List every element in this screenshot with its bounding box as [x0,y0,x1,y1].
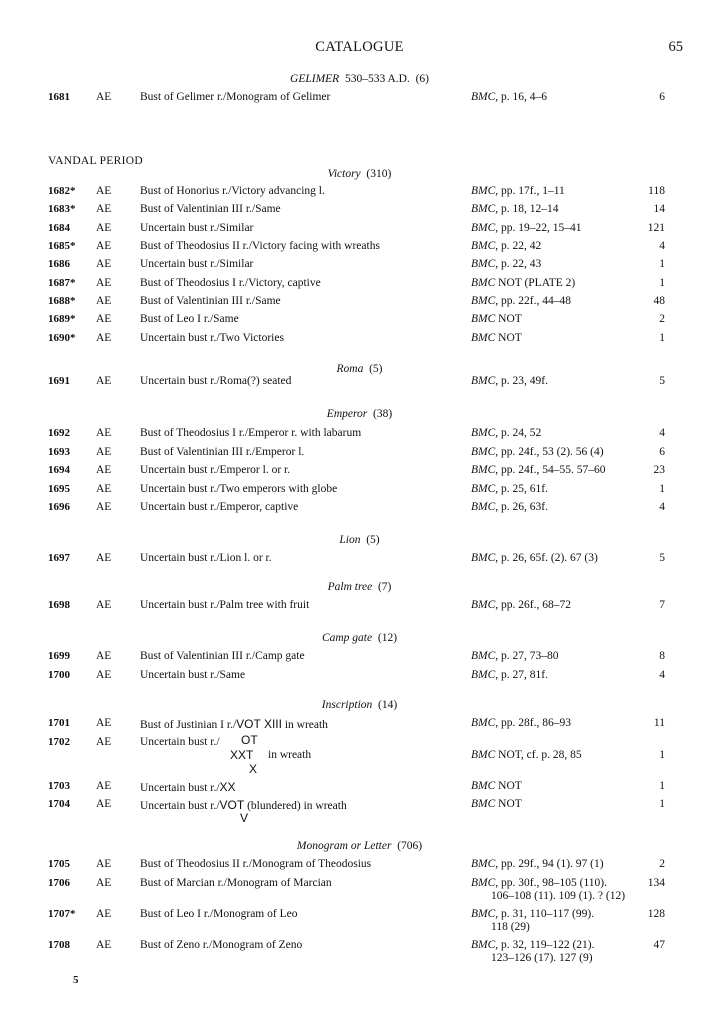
count: 48 [653,295,665,307]
description: Uncertain bust r./Palm tree with fruit [140,599,310,611]
reference-abbr: BMC [471,877,496,889]
reference-detail: , p. 27, 81f. [495,669,548,681]
metal: AE [96,258,112,270]
catalogue-number: 1690* [48,332,76,344]
reference [471,552,598,564]
reference-detail: , p. 23, 49f. [495,375,548,387]
catalogue-number: 1697 [48,552,70,564]
count: 2 [659,313,665,325]
description: Uncertain bust r./Roma(?) seated [140,375,292,387]
section-title: Monogram or Letter [296,840,392,852]
catalogue-number: 1700 [48,669,70,681]
reference-detail: , pp. 26f., 68–72 [495,599,571,611]
reference [471,858,604,870]
reference-abbr: BMC [471,427,496,439]
catalogue-number: 1701 [48,717,70,729]
reference [471,908,594,920]
catalogue-number: 1694 [48,464,70,476]
catalogue-number: 1684 [48,222,70,234]
reference [471,258,541,270]
description-suffix: in wreath [281,719,328,731]
reference-detail: , p. 18, 12–14 [495,203,559,215]
section-title: Inscription [321,699,373,711]
reference-detail: , p. 32, 119–122 (21). [495,939,595,951]
reference-abbr: BMC [471,258,496,270]
reference-abbr: BMC [471,552,496,564]
reference [471,185,565,197]
description: Bust of Leo I r./Same [140,313,239,325]
period-heading: VANDAL PERIOD [48,155,143,167]
count: 4 [659,669,665,681]
signature-mark: 5 [73,974,79,986]
description: Uncertain bust r./Lion l. or r. [140,552,272,564]
metal: AE [96,908,112,920]
ruler-dates: 530–533 A.D. [344,73,410,85]
reference [471,749,582,761]
count: 1 [659,780,665,792]
section-total: (5) [366,534,380,546]
section-heading-monogram [0,840,719,852]
reference-detail: , p. 16, 4–6 [495,91,548,103]
count: 4 [659,501,665,513]
count: 6 [659,446,665,458]
reference [471,91,547,103]
reference [471,780,522,792]
reference [471,375,548,387]
reference-detail: , p. 22, 43 [495,258,542,270]
description: Uncertain bust r./ [140,736,220,748]
reference-abbr: BMC [471,185,496,197]
reference [471,277,575,289]
description: Uncertain bust r./Similar [140,258,254,270]
count: 4 [659,427,665,439]
catalogue-number: 1696 [48,501,70,513]
metal: AE [96,222,112,234]
reference [471,877,607,889]
description-suffix: in wreath [268,749,312,761]
section-heading-palm [0,581,719,593]
section-heading-victory [0,168,719,180]
metal: AE [96,185,112,197]
section-title: Palm tree [327,581,373,593]
count: 5 [659,552,665,564]
reference [471,313,522,325]
reference-detail: , p. 26, 63f. [495,501,548,513]
metal: AE [96,877,112,889]
count: 47 [653,939,665,951]
ruler-name: GELIMER [290,73,340,85]
count: 134 [647,877,665,889]
catalogue-number: 1704 [48,798,70,810]
section-heading-emperor [0,408,719,420]
page-title: CATALOGUE [315,39,404,55]
section-total: (5) [369,363,383,375]
section-heading-inscription [0,699,719,711]
description: Uncertain bust r./Emperor, captive [140,501,299,513]
reference-abbr: BMC [471,749,496,761]
reference-abbr: BMC [471,798,496,810]
catalogue-number: 1685* [48,240,76,252]
reference-abbr: BMC [471,717,496,729]
metal: AE [96,650,112,662]
reference [471,650,559,662]
reference-abbr: BMC [471,240,496,252]
metal: AE [96,669,112,681]
reference-abbr: BMC [471,91,496,103]
catalogue-number: 1706 [48,877,70,889]
metal: AE [96,483,112,495]
reference-abbr: BMC [471,780,496,792]
reference [471,222,582,234]
count: 5 [659,375,665,387]
count: 7 [659,599,665,611]
section-total: (7) [377,581,392,593]
description: Bust of Honorius r./Victory advancing l. [140,185,325,197]
reference-detail: NOT (PLATE 2) [495,277,576,289]
metal: AE [96,717,112,729]
metal: AE [96,277,112,289]
reference-detail: , pp. 24f., 54–55. 57–60 [495,464,606,476]
reference-detail: NOT [495,313,522,325]
section-total: (38) [373,408,393,420]
description: Uncertain bust r./Same [140,669,246,681]
reference-detail: , pp. 28f., 86–93 [495,717,571,729]
description-suffix: (blundered) in wreath [244,800,347,812]
catalogue-number: 1682* [48,185,76,197]
reference [471,446,604,458]
description: Bust of Valentinian III r./Emperor l. [140,446,305,458]
reference-abbr: BMC [471,908,496,920]
reference-continued: 118 (29) [491,921,530,933]
description: Uncertain bust r./Similar [140,222,254,234]
section-total: (12) [377,632,398,644]
reference-abbr: BMC [471,669,496,681]
catalogue-number: 1703 [48,780,70,792]
count: 8 [659,650,665,662]
reference-abbr: BMC [471,501,496,513]
coin-legend-line-1: OT [241,733,258,747]
reference-abbr: BMC [471,599,496,611]
catalogue-number: 1702 [48,736,70,748]
metal: AE [96,501,112,513]
reference-detail: NOT [495,798,522,810]
metal: AE [96,427,112,439]
description: Bust of Theodosius II r./Victory facing with wreaths [140,240,380,252]
description: Uncertain bust r./Two Victories [140,332,284,344]
description: Bust of Valentinian III r./Camp gate [140,650,305,662]
section-heading-camp-gate [0,632,719,644]
reference [471,427,541,439]
reference [471,717,571,729]
metal: AE [96,858,112,870]
reference [471,483,548,495]
description: Bust of Valentinian III r./Same [140,295,281,307]
metal: AE [96,91,112,103]
reference-detail: , p. 27, 73–80 [495,650,559,662]
reference-detail: , pp. 19–22, 15–41 [495,222,582,234]
count: 23 [653,464,665,476]
metal: AE [96,295,112,307]
reference [471,464,606,476]
metal: AE [96,552,112,564]
catalogue-number: 1699 [48,650,70,662]
coin-legend-line-3: X [249,762,258,776]
reference-detail: , pp. 24f., 53 (2). 56 (4) [495,446,604,458]
section-total: (14) [378,699,398,711]
catalogue-number: 1692 [48,427,70,439]
section-title: Victory [327,168,361,180]
reference-detail: NOT [495,780,522,792]
description [140,780,236,794]
catalogue-number: 1695 [48,483,70,495]
reference-abbr: BMC [471,222,496,234]
description [140,717,328,731]
section-total: (310) [366,168,392,180]
reference-detail: , pp. 17f., 1–11 [495,185,565,197]
metal: AE [96,736,112,748]
count: 1 [659,332,665,344]
catalogue-number: 1686 [48,258,70,270]
reference-detail: NOT [495,332,522,344]
reference-abbr: BMC [471,464,496,476]
section-total: (6) [415,73,429,85]
coin-legend: VOT [219,798,245,812]
reference-abbr: BMC [471,203,496,215]
metal: AE [96,203,112,215]
metal: AE [96,446,112,458]
reference-detail: , pp. 22f., 44–48 [495,295,571,307]
count: 121 [647,222,665,234]
catalogue-number: 1687* [48,277,76,289]
metal: AE [96,939,112,951]
section-title: Lion [339,534,361,546]
count: 1 [659,798,665,810]
description-text: Bust of Justinian I r./ [140,719,237,731]
reference-abbr: BMC [471,446,496,458]
description: Uncertain bust r./Emperor l. or r. [140,464,291,476]
description-text: Uncertain bust r./ [140,800,220,812]
description: Bust of Marcian r./Monogram of Marcian [140,877,332,889]
section-title: Camp gate [321,632,373,644]
description: Bust of Theodosius I r./Emperor r. with labarum [140,427,362,439]
metal: AE [96,464,112,476]
reference-detail: , p. 26, 65f. (2). 67 (3) [495,552,598,564]
reference [471,939,595,951]
reference [471,240,541,252]
reference-abbr: BMC [471,375,496,387]
count: 11 [653,717,665,729]
description: Bust of Leo I r./Monogram of Leo [140,908,298,920]
description [140,798,347,812]
description-text: Uncertain bust r./ [140,782,220,794]
catalogue-number: 1708 [48,939,70,951]
catalogue-number: 1693 [48,446,70,458]
page-number: 65 [668,39,683,55]
count: 2 [659,858,665,870]
catalogue-number: 1698 [48,599,70,611]
description: Bust of Valentinian III r./Same [140,203,281,215]
reference [471,669,548,681]
reference [471,332,522,344]
metal: AE [96,798,112,810]
count: 4 [659,240,665,252]
coin-legend: VOT XIII [236,717,282,731]
section-heading-gelimer [0,73,719,85]
section-total: (706) [397,840,423,852]
reference-detail: , p. 25, 61f. [495,483,548,495]
reference-abbr: BMC [471,295,496,307]
reference-abbr: BMC [471,858,496,870]
count: 6 [659,91,665,103]
count: 14 [653,203,665,215]
catalogue-number: 1691 [48,375,70,387]
catalogue-number: 1688* [48,295,76,307]
reference-abbr: BMC [471,483,496,495]
catalogue-number: 1689* [48,313,76,325]
count: 118 [648,185,665,197]
reference-detail: NOT, cf. p. 28, 85 [495,749,582,761]
metal: AE [96,332,112,344]
count: 128 [647,908,665,920]
reference-abbr: BMC [471,939,496,951]
section-heading-lion [0,534,719,546]
catalogue-number: 1705 [48,858,70,870]
metal: AE [96,313,112,325]
reference-detail: , p. 31, 110–117 (99). [495,908,595,920]
reference-continued: 123–126 (17). 127 (9) [491,952,593,964]
description: Bust of Theodosius I r./Victory, captive [140,277,321,289]
count: 1 [659,483,665,495]
reference-detail: , p. 22, 42 [495,240,542,252]
metal: AE [96,375,112,387]
count: 1 [659,749,665,761]
reference-detail: , pp. 29f., 94 (1). 97 (1) [495,858,604,870]
section-title: Roma [336,363,364,375]
reference-abbr: BMC [471,332,496,344]
coin-legend: XX [219,780,236,794]
reference-detail: , pp. 30f., 98–105 (110). [495,877,607,889]
count: 1 [659,277,665,289]
reference-continued: 106–108 (11). 109 (1). ? (12) [491,890,626,902]
description: Uncertain bust r./Two emperors with globe [140,483,338,495]
catalogue-number: 1681 [48,91,70,103]
reference [471,599,571,611]
reference-detail: , p. 24, 52 [495,427,542,439]
reference-abbr: BMC [471,277,496,289]
metal: AE [96,599,112,611]
reference [471,798,522,810]
metal: AE [96,240,112,252]
description: Bust of Theodosius II r./Monogram of Theodosius [140,858,372,870]
reference-abbr: BMC [471,313,496,325]
coin-legend-sub: V [240,811,249,825]
reference [471,501,548,513]
description: Bust of Zeno r./Monogram of Zeno [140,939,303,951]
description: Bust of Gelimer r./Monogram of Gelimer [140,91,331,103]
coin-legend-line-2: XXT [230,748,254,762]
metal: AE [96,780,112,792]
reference-abbr: BMC [471,650,496,662]
catalogue-number: 1707* [48,908,76,920]
reference [471,295,571,307]
section-heading-roma [0,363,719,375]
count: 1 [659,258,665,270]
section-title: Emperor [326,408,368,420]
reference [471,203,559,215]
catalogue-number: 1683* [48,203,76,215]
